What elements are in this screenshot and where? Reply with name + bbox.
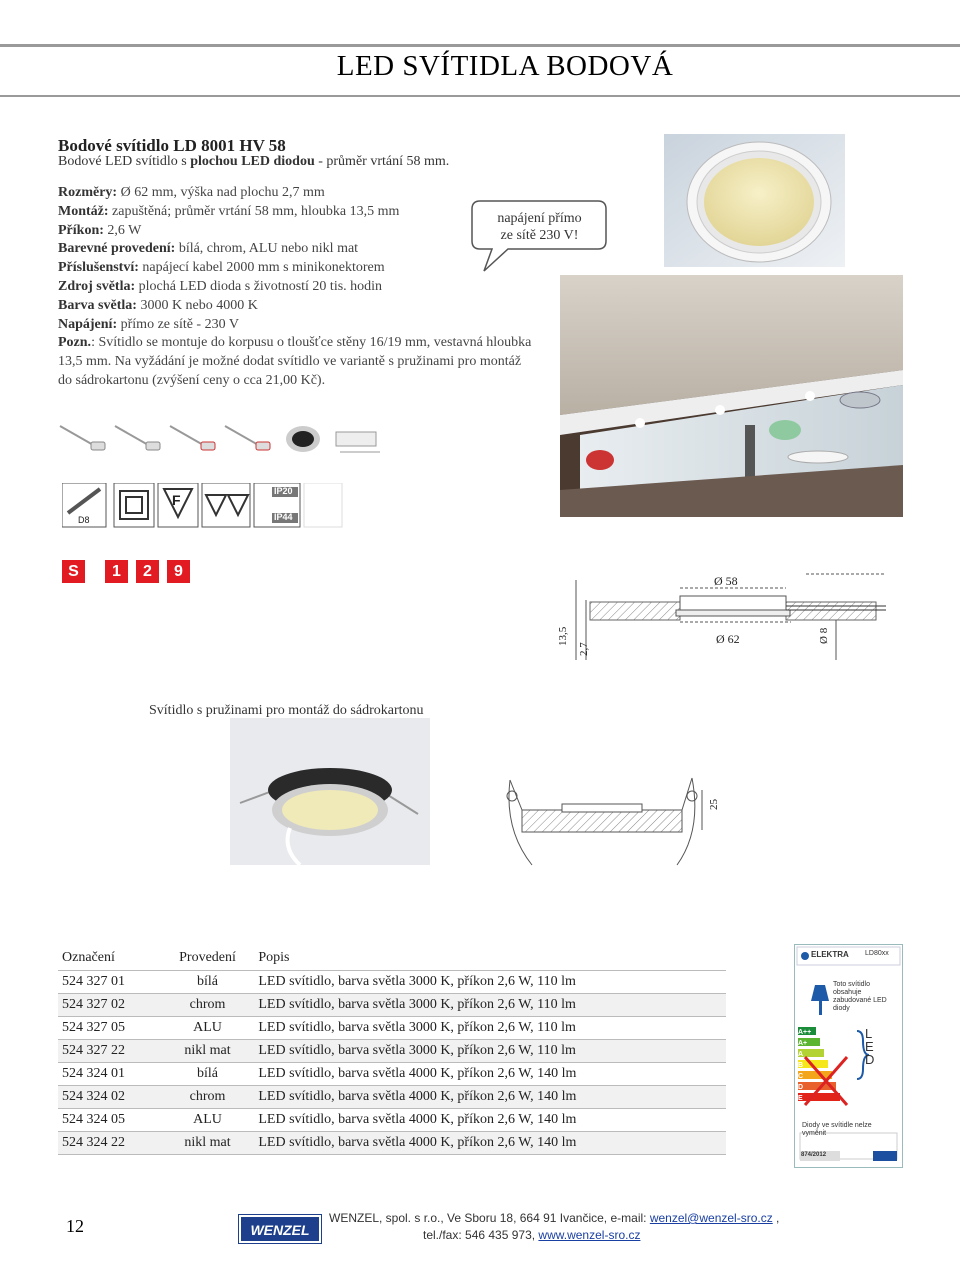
- title-rule: [0, 95, 960, 97]
- energy-led-letters: L E D: [865, 1026, 875, 1067]
- accessory-cable-3: [165, 418, 225, 460]
- dim-2-7: 2,7: [578, 642, 590, 656]
- energy-label: [794, 944, 903, 1168]
- accessory-cable-1: [55, 418, 115, 460]
- table-row: [58, 1086, 726, 1109]
- wenzel-logo: [238, 1214, 322, 1244]
- spec-mounting: Montáž: zapuštěná; průměr vrtání 58 mm, hloubka 13,5 mm: [58, 203, 400, 219]
- ip44-label: IP44: [274, 512, 293, 522]
- cell-description: LED svítidlo, barva světla 4000 K, příkon 2,6 W, 140 lm: [254, 1109, 726, 1132]
- footer-contact: WENZEL, spol. s r.o., Ve Sboru 18, 664 91 Ivančice, e-mail: wenzel@wenzel-sro.cz , tel./fax: 546 435 973, www.wenzel-sro.cz: [329, 1211, 780, 1242]
- symbol-9: 9: [167, 560, 190, 583]
- table-row: [58, 1109, 726, 1132]
- cell-description: LED svítidlo, barva světla 3000 K, příkon 2,6 W, 110 lm: [254, 971, 726, 994]
- page-title: LED SVÍTIDLA BODOVÁ: [336, 50, 674, 82]
- accessory-connector: [330, 418, 390, 460]
- double-insulation-icon: [114, 483, 154, 527]
- dim-13-5: 13,5: [557, 626, 569, 646]
- page-number: 12: [66, 1216, 84, 1236]
- spring-section-drawing: [502, 770, 722, 870]
- table-row: [58, 1132, 726, 1155]
- website-link[interactable]: www.wenzel-sro.cz: [538, 1228, 641, 1242]
- cell-finish: chrom: [161, 1086, 255, 1109]
- symbol-1: 1: [105, 560, 128, 583]
- f-label: F: [172, 492, 181, 508]
- cell-description: LED svítidlo, barva světla 4000 K, příkon 2,6 W, 140 lm: [254, 1086, 726, 1109]
- accessory-cable-2: [110, 418, 170, 460]
- cell-code: 524 327 22: [58, 1040, 161, 1063]
- spec-colors: Barevné provedení: bílá, chrom, ALU nebo nikl mat: [58, 241, 359, 257]
- table-row: [58, 1017, 726, 1040]
- cell-code: 524 324 22: [58, 1132, 161, 1155]
- cell-description: LED svítidlo, barva světla 4000 K, příkon 2,6 W, 140 lm: [254, 1063, 726, 1086]
- product-name: Bodové svítidlo LD 8001 HV 58: [58, 136, 286, 155]
- spring-caption: Svítidlo s pružinami pro montáž do sádrokartonu: [149, 703, 424, 718]
- energy-desc: Toto svítidlo obsahuje zabudované LED diody: [833, 981, 887, 1012]
- cell-description: LED svítidlo, barva světla 3000 K, příkon 2,6 W, 110 lm: [254, 1017, 726, 1040]
- accessory-cable-4: [220, 418, 280, 460]
- symbol-row: [62, 560, 190, 583]
- col-header-description: Popis: [254, 945, 726, 971]
- symbol-2: 2: [136, 560, 159, 583]
- col-header-finish: Provedení: [161, 945, 255, 971]
- spec-list: [58, 184, 538, 391]
- mm-mark-icon: [202, 483, 250, 527]
- spec-dimensions: Rozměry: Ø 62 mm, výška nad plochu 2,7 mm: [58, 185, 325, 200]
- cell-code: 524 327 01: [58, 971, 161, 994]
- cell-finish: bílá: [161, 971, 255, 994]
- cell-code: 524 327 05: [58, 1017, 161, 1040]
- table-row: [58, 994, 726, 1017]
- energy-brand: ELEKTRA: [811, 950, 849, 959]
- spec-light-color: Barva světla: 3000 K nebo 4000 K: [58, 297, 258, 313]
- email-link[interactable]: wenzel@wenzel-sro.cz: [649, 1211, 773, 1225]
- product-table: [58, 945, 726, 1155]
- table-row: [58, 1040, 726, 1063]
- cell-description: LED svítidlo, barva světla 4000 K, příkon 2,6 W, 140 lm: [254, 1132, 726, 1155]
- cell-description: LED svítidlo, barva světla 3000 K, příkon 2,6 W, 110 lm: [254, 1040, 726, 1063]
- energy-model: LD80xx: [865, 950, 889, 957]
- energy-regulation: 874/2012: [801, 1152, 827, 1158]
- energy-note: Diody ve svítidle nelze vyměnit: [802, 1122, 872, 1137]
- cell-finish: bílá: [161, 1063, 255, 1086]
- certification-icons: [62, 483, 352, 534]
- cell-code: 524 324 05: [58, 1109, 161, 1132]
- table-row: [58, 971, 726, 994]
- spec-power: Příkon: 2,6 W: [58, 222, 142, 238]
- cell-code: 524 324 01: [58, 1063, 161, 1086]
- kitchen-photo: [560, 275, 903, 517]
- spring-fixture-photo: [230, 718, 430, 865]
- cell-finish: nikl mat: [161, 1040, 255, 1063]
- cell-finish: ALU: [161, 1109, 255, 1132]
- top-rule: [0, 44, 960, 47]
- cell-finish: nikl mat: [161, 1132, 255, 1155]
- spec-light-source: Zdroj světla: plochá LED dioda s životností 20 tis. hodin: [58, 278, 383, 294]
- spec-supply: Napájení: přímo ze sítě - 230 V: [58, 316, 239, 332]
- spec-note: Pozn.: Svítidlo se montuje do korpusu o tloušťce stěny 16/19 mm, vestavná hloubka 13,5 mm. Na vyžádání je možné dodat svítidlo ve variantě s pružinami pro montáž do sádrokartonu (zvýšení ceny o cca 21,00 Kč).: [58, 335, 532, 388]
- accessory-socket: [280, 418, 330, 460]
- energy-classes: A++ A+ A B C D E: [798, 1029, 812, 1102]
- dim-d58: Ø 58: [714, 574, 738, 588]
- dim-d8: Ø 8: [818, 627, 830, 644]
- dim-25: 25: [708, 799, 720, 810]
- table-row: [58, 1063, 726, 1086]
- symbol-s: S: [62, 560, 85, 583]
- spec-accessories: Příslušenství: napájecí kabel 2000 mm s minikonektorem: [58, 260, 385, 276]
- col-header-code: Označení: [58, 945, 161, 971]
- cell-code: 524 324 02: [58, 1086, 161, 1109]
- dimming-icon: [304, 483, 342, 527]
- product-subtitle: Bodové LED svítidlo s plochou LED diodou - průměr vrtání 58 mm.: [58, 154, 450, 169]
- cell-finish: chrom: [161, 994, 255, 1017]
- svg-text:WENZEL: WENZEL: [250, 1222, 310, 1238]
- product-photo-top: [664, 134, 845, 267]
- cell-code: 524 327 02: [58, 994, 161, 1017]
- ip20-label: IP20: [274, 486, 293, 496]
- cell-finish: ALU: [161, 1017, 255, 1040]
- cell-description: LED svítidlo, barva světla 3000 K, příkon 2,6 W, 110 lm: [254, 994, 726, 1017]
- cross-section-drawing: [556, 570, 951, 670]
- dim-d62: Ø 62: [716, 632, 740, 646]
- speech-bubble: napájení přímo ze sítě 230 V!: [468, 197, 610, 275]
- d8-label: D8: [78, 515, 90, 525]
